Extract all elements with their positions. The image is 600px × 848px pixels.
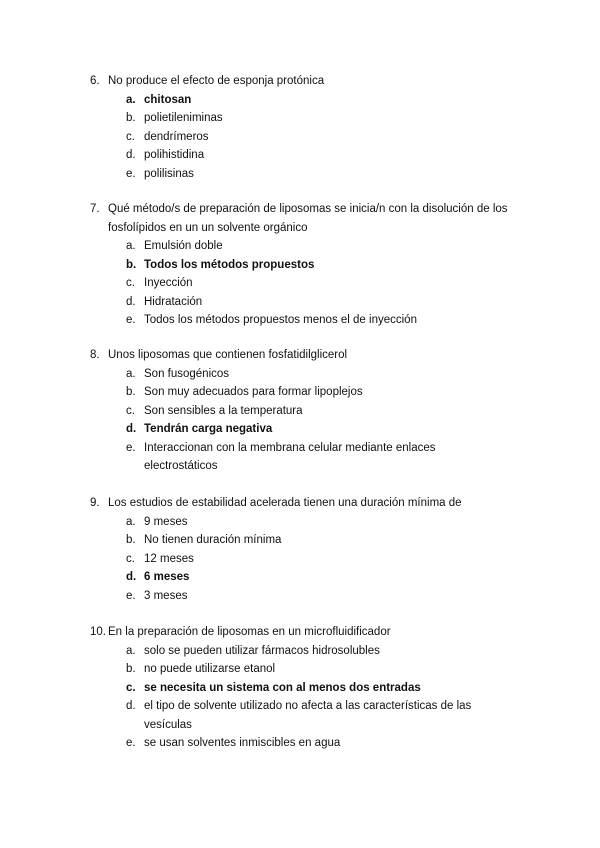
option-b [90, 109, 550, 128]
option-text: Emulsión doble [144, 240, 223, 252]
option-letter: a. [126, 367, 136, 380]
option-b [90, 660, 550, 679]
question-header [90, 200, 550, 237]
question-text: Qué método/s de preparación de liposomas se inicia/n con la disolución de los fosfolípidos en un un solvente orgánico [108, 203, 508, 234]
option-letter: a. [126, 93, 136, 106]
option-b [90, 256, 550, 275]
question-8 [90, 346, 550, 476]
option-b [90, 383, 550, 402]
option-letter: e. [126, 737, 136, 749]
option-letter: c. [126, 404, 135, 417]
option-letter: c. [126, 552, 135, 565]
option-letter: d. [126, 700, 136, 712]
option-letter: b. [126, 534, 136, 546]
option-letter: e. [126, 441, 136, 454]
option-e [90, 165, 550, 184]
question-header [90, 346, 550, 365]
option-text: Son fusogénicos [144, 367, 230, 380]
question-number: 6. [90, 75, 100, 87]
option-letter: d. [126, 295, 136, 308]
options-list [90, 513, 550, 606]
option-text: Son muy adecuados para formar lipoplejos [144, 386, 363, 398]
option-text: 12 meses [144, 552, 194, 565]
option-text: Son sensibles a la temperatura [144, 404, 303, 417]
option-d [90, 293, 550, 312]
option-d [90, 146, 550, 165]
option-text: polihistidina [144, 149, 205, 161]
options-list [90, 91, 550, 184]
option-text: Inyección [144, 277, 193, 289]
question-number: 8. [90, 349, 100, 361]
option-text: Tendrán carga negativa [144, 423, 273, 435]
option-e [90, 311, 550, 330]
option-text: No tienen duración mínima [144, 534, 282, 546]
option-text: no puede utilizarse etanol [144, 663, 276, 675]
question-9 [90, 494, 550, 605]
option-c [90, 550, 550, 569]
option-text: 6 meses [144, 571, 190, 583]
option-letter: e. [126, 314, 136, 326]
options-list [90, 642, 550, 753]
option-c [90, 402, 550, 421]
option-text: el tipo de solvente utilizado no afecta a las características de las vesículas [144, 700, 472, 731]
option-text: Todos los métodos propuestos [144, 258, 315, 271]
option-text: se necesita un sistema con al menos dos entradas [144, 681, 421, 694]
option-a [90, 513, 550, 532]
option-letter: e. [126, 167, 136, 180]
option-text: dendrímeros [144, 130, 209, 143]
option-c [90, 679, 550, 698]
question-header [90, 623, 550, 642]
option-letter: b. [126, 258, 137, 271]
question-text: En la preparación de liposomas en un microfluidificador [108, 626, 391, 638]
option-a [90, 365, 550, 384]
question-number: 10. [90, 626, 106, 638]
option-d [90, 568, 550, 587]
option-letter: a. [126, 644, 136, 657]
question-number: 7. [90, 203, 100, 215]
option-letter: e. [126, 589, 136, 602]
option-text: Hidratación [144, 295, 203, 308]
question-header [90, 72, 550, 91]
option-a [90, 642, 550, 661]
option-e [90, 439, 550, 476]
option-d [90, 420, 550, 439]
option-b [90, 531, 550, 550]
question-text: No produce el efecto de esponja protónica [108, 75, 325, 87]
options-list [90, 237, 550, 330]
options-list [90, 365, 550, 476]
option-letter: d. [126, 423, 137, 435]
option-text: polilisinas [144, 167, 194, 180]
option-letter: c. [126, 277, 135, 289]
option-letter: b. [126, 663, 136, 675]
option-text: se usan solventes inmiscibles en agua [144, 737, 341, 749]
option-letter: c. [126, 130, 135, 143]
option-letter: b. [126, 112, 136, 124]
option-text: Interaccionan con la membrana celular mediante enlaces electrostáticos [144, 441, 436, 472]
option-text: polietileniminas [144, 112, 223, 124]
question-text: Unos liposomas que contienen fosfatidilglicerol [108, 349, 348, 361]
question-header [90, 494, 550, 513]
option-text: 9 meses [144, 515, 188, 528]
option-a [90, 91, 550, 110]
question-10 [90, 623, 550, 753]
option-letter: b. [126, 386, 136, 398]
question-6 [90, 72, 550, 183]
option-e [90, 587, 550, 606]
option-c [90, 128, 550, 147]
option-text: 3 meses [144, 589, 188, 602]
option-letter: a. [126, 240, 136, 252]
question-text: Los estudios de estabilidad acelerada tienen una duración mínima de [108, 497, 462, 509]
option-c [90, 274, 550, 293]
option-d [90, 697, 550, 734]
question-number: 9. [90, 497, 100, 509]
question-7 [90, 200, 550, 330]
option-a [90, 237, 550, 256]
option-letter: c. [126, 681, 136, 694]
option-letter: d. [126, 149, 136, 161]
option-text: chitosan [144, 93, 192, 106]
option-letter: a. [126, 515, 136, 528]
option-e [90, 734, 550, 753]
option-text: solo se pueden utilizar fármacos hidrosolubles [144, 644, 380, 657]
option-letter: d. [126, 571, 137, 583]
option-text: Todos los métodos propuestos menos el de inyección [144, 314, 417, 326]
